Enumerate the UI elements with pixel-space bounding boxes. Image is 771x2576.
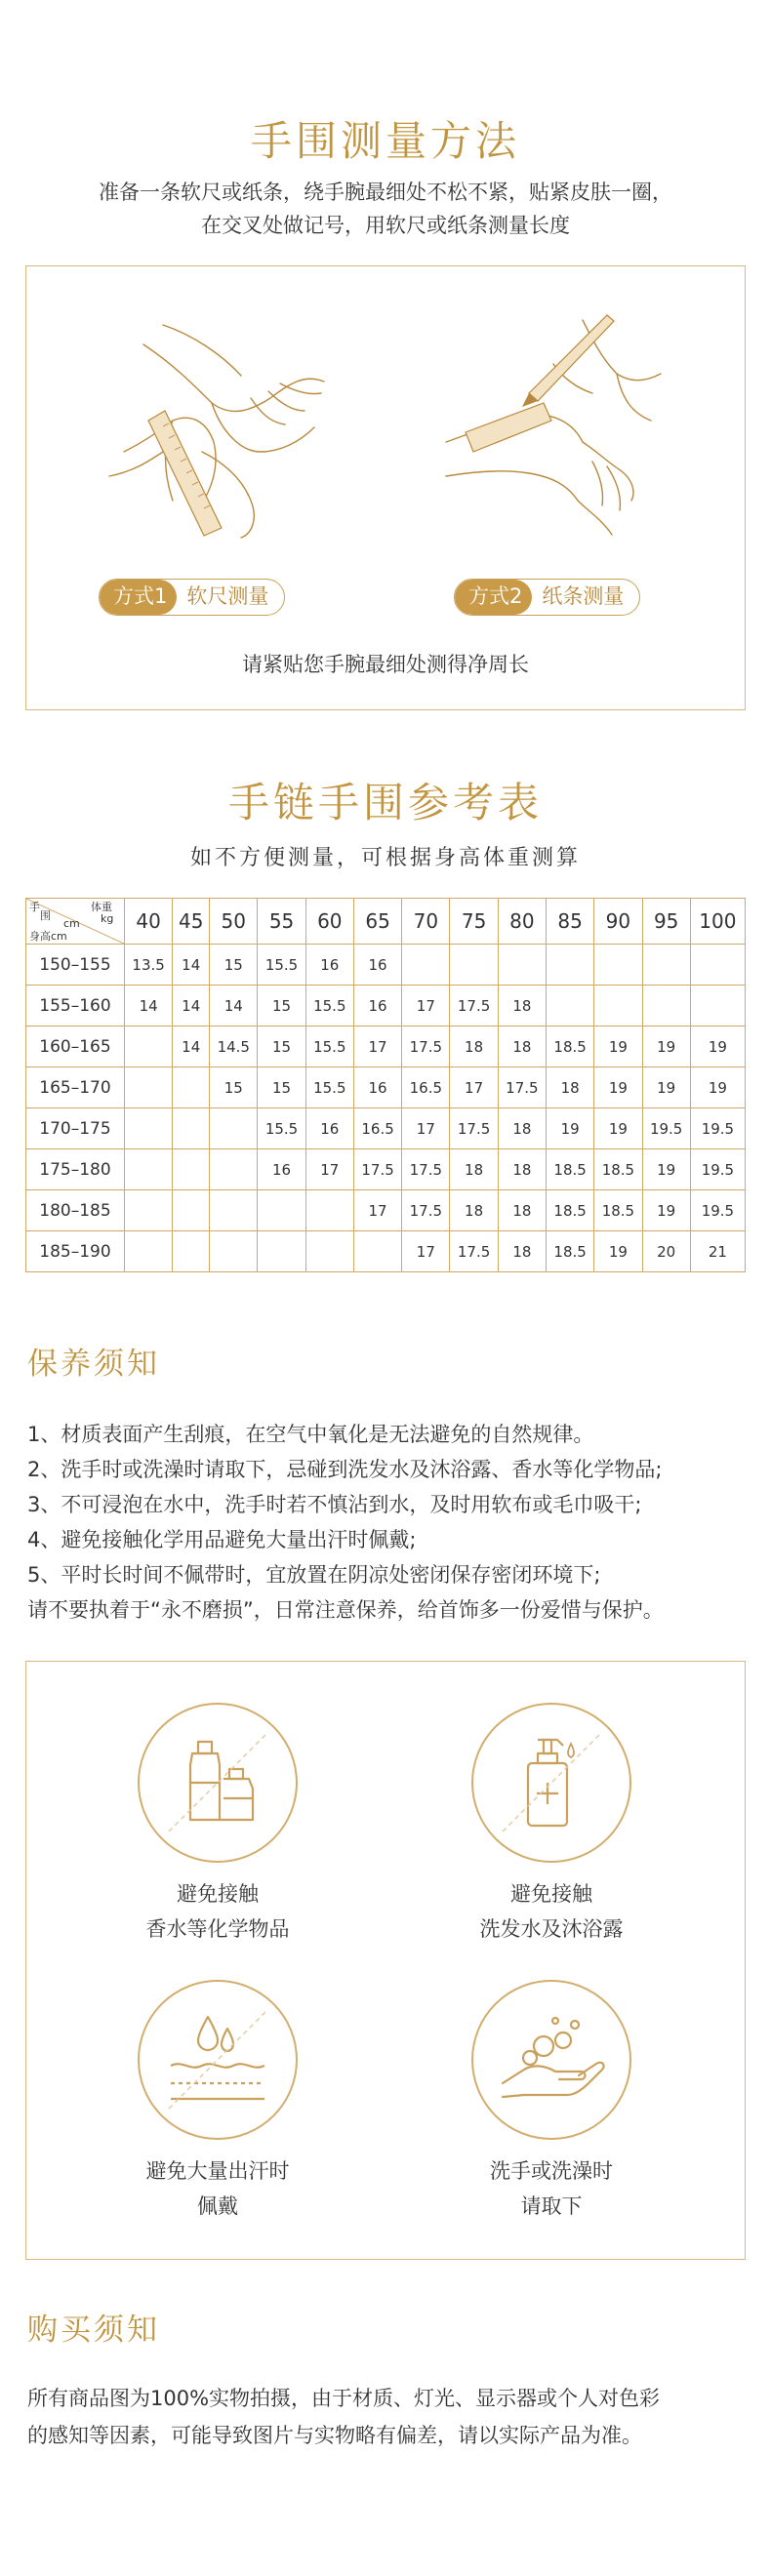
size-value-cell: 17.5 xyxy=(450,1231,498,1272)
size-value-cell: 18 xyxy=(498,1149,546,1190)
size-value-cell: 17 xyxy=(450,1067,498,1108)
size-value-cell: 15 xyxy=(258,1067,305,1108)
table-row xyxy=(26,1190,746,1231)
size-value-cell xyxy=(173,1231,210,1272)
perfume-bottles-icon xyxy=(138,1703,298,1863)
size-value-cell xyxy=(210,1108,258,1149)
size-value-cell: 16 xyxy=(353,945,401,986)
height-range-cell: 180–185 xyxy=(26,1190,125,1231)
size-value-cell xyxy=(173,1190,210,1231)
size-reference-table xyxy=(25,898,746,1272)
pump-bottle-icon xyxy=(471,1703,631,1863)
weight-header: 65 xyxy=(353,899,401,945)
care-item: 5、平时长时间不佩带时，宜放置在阴凉处密闭保存密闭环境下; xyxy=(27,1563,601,1587)
size-value-cell xyxy=(498,945,546,986)
weight-header: 45 xyxy=(173,899,210,945)
weight-header: 60 xyxy=(305,899,353,945)
size-value-cell: 17.5 xyxy=(353,1149,401,1190)
size-value-cell: 20 xyxy=(642,1231,690,1272)
size-value-cell: 18.5 xyxy=(547,1149,594,1190)
size-value-cell xyxy=(173,1067,210,1108)
size-value-cell: 18 xyxy=(450,1190,498,1231)
method2-name: 纸条测量 xyxy=(542,584,625,608)
weight-header: 75 xyxy=(450,899,498,945)
corner-height: 身高cm xyxy=(29,930,67,943)
size-value-cell xyxy=(258,1190,305,1231)
size-value-cell: 18 xyxy=(450,1026,498,1067)
size-value-cell xyxy=(210,1231,258,1272)
corner-hand: 手 xyxy=(29,901,40,913)
care-title: 保养须知 xyxy=(27,1347,160,1382)
size-value-cell: 17 xyxy=(402,1231,450,1272)
measure-desc-line2: 在交叉处做记号，用软尺或纸条测量长度 xyxy=(201,214,570,237)
size-value-cell xyxy=(305,1190,353,1231)
size-value-cell xyxy=(210,1149,258,1190)
height-range-cell: 160–165 xyxy=(26,1026,125,1067)
size-value-cell: 17.5 xyxy=(402,1190,450,1231)
size-value-cell: 14 xyxy=(173,986,210,1026)
care-item: 2、洗手时或洗澡时请取下，忌碰到洗发水及沐浴露、香水等化学物品; xyxy=(27,1458,663,1481)
size-value-cell xyxy=(594,986,642,1026)
size-value-cell: 18 xyxy=(498,1190,546,1231)
size-value-cell xyxy=(353,1231,401,1272)
size-value-cell: 19 xyxy=(642,1149,690,1190)
size-value-cell xyxy=(305,1231,353,1272)
care-icon-label: 香水等化学物品 xyxy=(145,1917,290,1941)
size-value-cell: 14 xyxy=(173,1026,210,1067)
size-value-cell: 15.5 xyxy=(258,1108,305,1149)
purchase-line: 的感知等因素，可能导致图片与实物略有偏差，请以实际产品为准。 xyxy=(27,2424,642,2447)
size-value-cell xyxy=(642,945,690,986)
reference-title: 手链手围参考表 xyxy=(227,779,543,826)
size-value-cell: 18 xyxy=(498,1108,546,1149)
table-row xyxy=(26,1108,746,1149)
size-value-cell xyxy=(210,1190,258,1231)
size-value-cell: 16 xyxy=(353,1067,401,1108)
height-range-cell: 165–170 xyxy=(26,1067,125,1108)
size-value-cell: 17 xyxy=(402,986,450,1026)
size-value-cell: 17.5 xyxy=(402,1026,450,1067)
weight-header: 70 xyxy=(402,899,450,945)
size-value-cell xyxy=(125,1026,173,1067)
method1-name: 软尺测量 xyxy=(186,584,269,608)
size-value-cell xyxy=(690,945,745,986)
size-value-cell: 16 xyxy=(258,1149,305,1190)
weight-header: 100 xyxy=(690,899,745,945)
weight-header: 50 xyxy=(210,899,258,945)
weight-header: 80 xyxy=(498,899,546,945)
size-value-cell: 15.5 xyxy=(305,986,353,1026)
weight-header: 55 xyxy=(258,899,305,945)
height-range-cell: 150–155 xyxy=(26,945,125,986)
weight-header: 95 xyxy=(642,899,690,945)
size-value-cell: 15 xyxy=(258,1026,305,1067)
size-value-cell: 17.5 xyxy=(402,1149,450,1190)
method1-tag: 方式1 xyxy=(100,580,177,615)
method2-tag: 方式2 xyxy=(455,580,532,615)
wrist-paper-strip-illustration xyxy=(436,305,680,540)
corner-circ: 围 xyxy=(40,909,51,922)
size-value-cell xyxy=(173,1149,210,1190)
corner-kg: kg xyxy=(101,912,114,925)
care-icon-label: 请取下 xyxy=(520,2194,583,2218)
size-value-cell: 19 xyxy=(642,1067,690,1108)
size-value-cell xyxy=(450,945,498,986)
size-value-cell: 18 xyxy=(498,1026,546,1067)
height-range-cell: 170–175 xyxy=(26,1108,125,1149)
care-icon-label: 洗手或洗澡时 xyxy=(490,2159,613,2183)
corner-cm: cm xyxy=(63,917,80,930)
height-range-cell: 155–160 xyxy=(26,986,125,1026)
table-row xyxy=(26,986,746,1026)
size-value-cell: 18 xyxy=(498,1231,546,1272)
size-value-cell: 15 xyxy=(258,986,305,1026)
size-value-cell: 14 xyxy=(125,986,173,1026)
care-icon-label: 避免接触 xyxy=(510,1882,592,1906)
table-row xyxy=(26,1231,746,1272)
size-value-cell: 19.5 xyxy=(690,1108,745,1149)
size-value-cell xyxy=(125,1108,173,1149)
care-icons-box xyxy=(25,1661,746,2260)
hand-wash-icon xyxy=(471,1980,631,2140)
sweat-drops-icon xyxy=(138,1980,298,2140)
measure-desc-line1: 准备一条软尺或纸条，绕手腕最细处不松不紧，贴紧皮肤一圈， xyxy=(99,181,672,204)
care-item: 1、材质表面产生刮痕，在空气中氧化是无法避免的自然规律。 xyxy=(27,1423,594,1446)
size-value-cell: 17.5 xyxy=(450,1108,498,1149)
size-value-cell xyxy=(125,1231,173,1272)
size-value-cell: 15.5 xyxy=(305,1067,353,1108)
purchase-line: 所有商品图为100%实物拍摄，由于材质、灯光、显示器或个人对色彩 xyxy=(27,2387,661,2410)
size-value-cell: 14 xyxy=(173,945,210,986)
size-value-cell xyxy=(594,945,642,986)
size-value-cell xyxy=(173,1108,210,1149)
size-value-cell xyxy=(258,1231,305,1272)
size-value-cell: 19 xyxy=(690,1067,745,1108)
size-value-cell: 13.5 xyxy=(125,945,173,986)
size-value-cell: 19 xyxy=(594,1231,642,1272)
size-value-cell: 18 xyxy=(547,1067,594,1108)
table-corner-cell xyxy=(26,899,125,945)
height-range-cell: 175–180 xyxy=(26,1149,125,1190)
size-value-cell xyxy=(690,986,745,1026)
size-value-cell: 17 xyxy=(402,1108,450,1149)
size-value-cell: 18 xyxy=(450,1149,498,1190)
size-value-cell: 19 xyxy=(594,1108,642,1149)
weight-header: 90 xyxy=(594,899,642,945)
size-value-cell: 15.5 xyxy=(258,945,305,986)
size-value-cell: 14 xyxy=(210,986,258,1026)
size-value-cell: 19.5 xyxy=(690,1149,745,1190)
size-value-cell: 17 xyxy=(305,1149,353,1190)
size-value-cell: 18.5 xyxy=(594,1190,642,1231)
size-value-cell: 19 xyxy=(642,1026,690,1067)
size-value-cell: 16 xyxy=(305,945,353,986)
size-value-cell: 19 xyxy=(594,1026,642,1067)
size-value-cell: 15 xyxy=(210,945,258,986)
size-value-cell xyxy=(547,986,594,1026)
size-value-cell xyxy=(125,1067,173,1108)
table-row xyxy=(26,945,746,986)
size-value-cell: 17.5 xyxy=(450,986,498,1026)
size-value-cell: 19.5 xyxy=(690,1190,745,1231)
corner-weight: 体重 xyxy=(91,901,112,913)
measure-title: 手围测量方法 xyxy=(250,117,520,165)
size-value-cell: 18.5 xyxy=(547,1026,594,1067)
size-value-cell xyxy=(642,986,690,1026)
care-icon-label: 避免大量出汗时 xyxy=(145,2159,290,2183)
size-value-cell: 18.5 xyxy=(594,1149,642,1190)
size-value-cell xyxy=(547,945,594,986)
size-value-cell xyxy=(125,1149,173,1190)
table-header-row xyxy=(26,899,746,945)
table-row xyxy=(26,1026,746,1067)
care-item: 请不要执着于“永不磨损”，日常注意保养，给首饰多一份爱惜与保护。 xyxy=(27,1598,664,1622)
size-value-cell: 19 xyxy=(594,1067,642,1108)
reference-subtitle: 如不方便测量，可根据身高体重测算 xyxy=(189,846,581,870)
size-value-cell xyxy=(125,1190,173,1231)
size-value-cell: 19.5 xyxy=(642,1108,690,1149)
weight-header: 40 xyxy=(125,899,173,945)
care-item: 3、不可浸泡在水中，洗手时若不慎沾到水，及时用软布或毛巾吸干; xyxy=(27,1493,642,1516)
size-value-cell: 16 xyxy=(305,1108,353,1149)
measure-note: 请紧贴您手腕最细处测得净周长 xyxy=(242,653,529,676)
measure-box xyxy=(25,265,746,710)
care-icon-label: 佩戴 xyxy=(197,2194,238,2218)
size-value-cell: 19 xyxy=(690,1026,745,1067)
wrist-soft-ruler-illustration xyxy=(104,305,348,540)
size-value-cell: 19 xyxy=(547,1108,594,1149)
size-value-cell: 14.5 xyxy=(210,1026,258,1067)
size-value-cell: 18.5 xyxy=(547,1190,594,1231)
table-row xyxy=(26,1149,746,1190)
table-body xyxy=(26,945,746,1272)
size-value-cell: 16 xyxy=(353,986,401,1026)
care-icon-label: 洗发水及沐浴露 xyxy=(479,1917,624,1941)
method2-pill xyxy=(454,579,640,616)
size-value-cell: 17 xyxy=(353,1026,401,1067)
size-value-cell: 21 xyxy=(690,1231,745,1272)
size-value-cell: 16.5 xyxy=(353,1108,401,1149)
size-value-cell: 17.5 xyxy=(498,1067,546,1108)
care-icon-label: 避免接触 xyxy=(177,1882,259,1906)
size-value-cell: 18.5 xyxy=(547,1231,594,1272)
size-value-cell: 16.5 xyxy=(402,1067,450,1108)
height-range-cell: 185–190 xyxy=(26,1231,125,1272)
size-value-cell: 17 xyxy=(353,1190,401,1231)
size-value-cell: 18 xyxy=(498,986,546,1026)
size-value-cell xyxy=(402,945,450,986)
care-item: 4、避免接触化学用品避免大量出汗时佩戴; xyxy=(27,1528,417,1551)
size-value-cell: 15 xyxy=(210,1067,258,1108)
weight-header: 85 xyxy=(547,899,594,945)
purchase-title: 购买须知 xyxy=(27,2313,160,2348)
size-value-cell: 15.5 xyxy=(305,1026,353,1067)
table-row xyxy=(26,1067,746,1108)
method1-pill xyxy=(99,579,285,616)
size-value-cell: 19 xyxy=(642,1190,690,1231)
